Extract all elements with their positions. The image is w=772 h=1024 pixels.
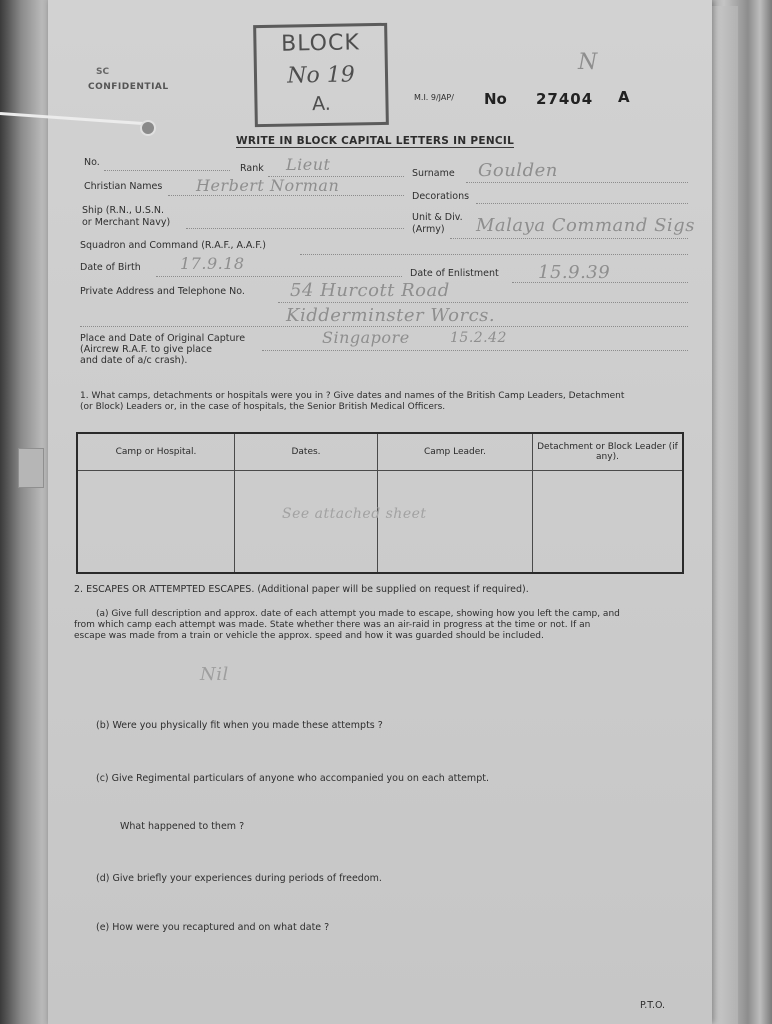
ship-line bbox=[186, 228, 404, 229]
stamp-line-3: A. bbox=[311, 92, 332, 116]
question-2-heading: 2. ESCAPES OR ATTEMPTED ESCAPES. (Additional paper will be supplied on request if required). bbox=[74, 584, 529, 595]
stamp-line-2: No 19 bbox=[287, 62, 355, 89]
question-1-line-2: (or Block) Leaders or, in the case of hospitals, the Senior British Medical Officers. bbox=[80, 402, 446, 412]
no-line bbox=[104, 170, 230, 171]
christian-names-line bbox=[168, 195, 404, 196]
capture-date: 15.2.42 bbox=[450, 330, 507, 346]
enlistment-value: 15.9.39 bbox=[538, 262, 611, 283]
classification-label: CONFIDENTIAL bbox=[88, 82, 169, 92]
question-2a-answer: Nil bbox=[200, 664, 229, 685]
serial-suffix: A bbox=[618, 88, 630, 106]
camps-table bbox=[76, 432, 684, 574]
pencil-mark: N bbox=[578, 50, 598, 75]
stamp-line-1: BLOCK bbox=[280, 30, 360, 57]
no-label: No. bbox=[84, 157, 100, 168]
decorations-label: Decorations bbox=[412, 191, 470, 202]
surname-label: Surname bbox=[412, 168, 455, 179]
surname-value: Goulden bbox=[478, 160, 558, 181]
camps-table-header-row bbox=[77, 433, 683, 471]
address-line-1: 54 Hurcott Road bbox=[290, 280, 450, 301]
unit-line bbox=[450, 238, 688, 239]
camps-cell-camp bbox=[77, 471, 235, 574]
rank-value: Lieut bbox=[286, 155, 331, 174]
capture-label-2: (Aircrew R.A.F. to give place bbox=[80, 344, 212, 355]
squadron-line bbox=[300, 254, 688, 255]
serial-number: 27404 bbox=[536, 90, 594, 108]
dob-value: 17.9.18 bbox=[180, 254, 245, 273]
form-instruction: WRITE IN BLOCK CAPITAL LETTERS IN PENCIL bbox=[236, 135, 515, 147]
punch-hole bbox=[140, 120, 156, 136]
ship-label-2: or Merchant Navy) bbox=[82, 217, 171, 228]
address-line-1-rule bbox=[278, 302, 688, 303]
file-tab bbox=[18, 448, 44, 488]
classification-overwrite: SC bbox=[96, 67, 110, 77]
camps-header-detachment: Detachment or Block Leader (if any). bbox=[533, 433, 684, 471]
number-label: No bbox=[484, 90, 507, 108]
question-2a-line-2: from which camp each attempt was made. State whether there was an air-raid in progress at the time or not. If an bbox=[74, 620, 591, 630]
decorations-line bbox=[476, 203, 688, 204]
camps-handwritten-note: See attached sheet bbox=[282, 506, 427, 522]
address-line-2: Kidderminster Worcs. bbox=[286, 305, 496, 326]
page-turn-note: P.T.O. bbox=[640, 1000, 666, 1011]
capture-place: Singapore bbox=[322, 328, 410, 347]
rank-label: Rank bbox=[240, 163, 264, 174]
dob-label: Date of Birth bbox=[80, 262, 141, 273]
ship-label-1: Ship (R.N., U.S.N. bbox=[82, 205, 165, 216]
christian-names-value: Herbert Norman bbox=[196, 176, 340, 195]
capture-label-1: Place and Date of Original Capture bbox=[80, 333, 246, 344]
squadron-label: Squadron and Command (R.A.F., A.A.F.) bbox=[80, 240, 266, 251]
capture-label-3: and date of a/c crash). bbox=[80, 355, 188, 366]
question-2a-line-3: escape was made from a train or vehicle the approx. speed and how it was guarded should be included. bbox=[74, 631, 544, 641]
question-1-line-1: 1. What camps, detachments or hospitals were you in ? Give dates and names of the British Camp Leaders, Detachment bbox=[80, 391, 625, 401]
unit-label-1: Unit & Div. bbox=[412, 212, 463, 223]
camps-cell-detachment bbox=[533, 471, 684, 574]
address-label: Private Address and Telephone No. bbox=[80, 286, 245, 297]
question-2d: (d) Give briefly your experiences during periods of freedom. bbox=[96, 873, 382, 884]
unit-label-2: (Army) bbox=[412, 224, 445, 235]
dob-line bbox=[156, 276, 402, 277]
question-2e: (e) How were you recaptured and on what date ? bbox=[96, 922, 330, 933]
camps-header-camp: Camp or Hospital. bbox=[77, 433, 235, 471]
form-reference: M.I. 9/JAP/ bbox=[414, 93, 454, 102]
capture-line bbox=[262, 350, 688, 351]
unit-value: Malaya Command Sigs bbox=[476, 215, 695, 236]
surname-line bbox=[466, 182, 688, 183]
block-stamp bbox=[253, 23, 389, 127]
address-line-2-rule bbox=[80, 326, 688, 327]
enlistment-line bbox=[512, 282, 688, 283]
christian-names-label: Christian Names bbox=[84, 181, 163, 192]
enlistment-label: Date of Enlistment bbox=[410, 268, 499, 279]
question-2c: (c) Give Regimental particulars of anyone who accompanied you on each attempt. bbox=[96, 773, 489, 784]
question-2a-line-1: (a) Give full description and approx. date of each attempt you made to escape, showing how you left the camp, and bbox=[96, 609, 620, 619]
question-2b: (b) Were you physically fit when you made these attempts ? bbox=[96, 720, 383, 731]
camps-header-leader: Camp Leader. bbox=[378, 433, 533, 471]
camps-header-dates: Dates. bbox=[235, 433, 378, 471]
question-2c-follow: What happened to them ? bbox=[120, 821, 245, 832]
